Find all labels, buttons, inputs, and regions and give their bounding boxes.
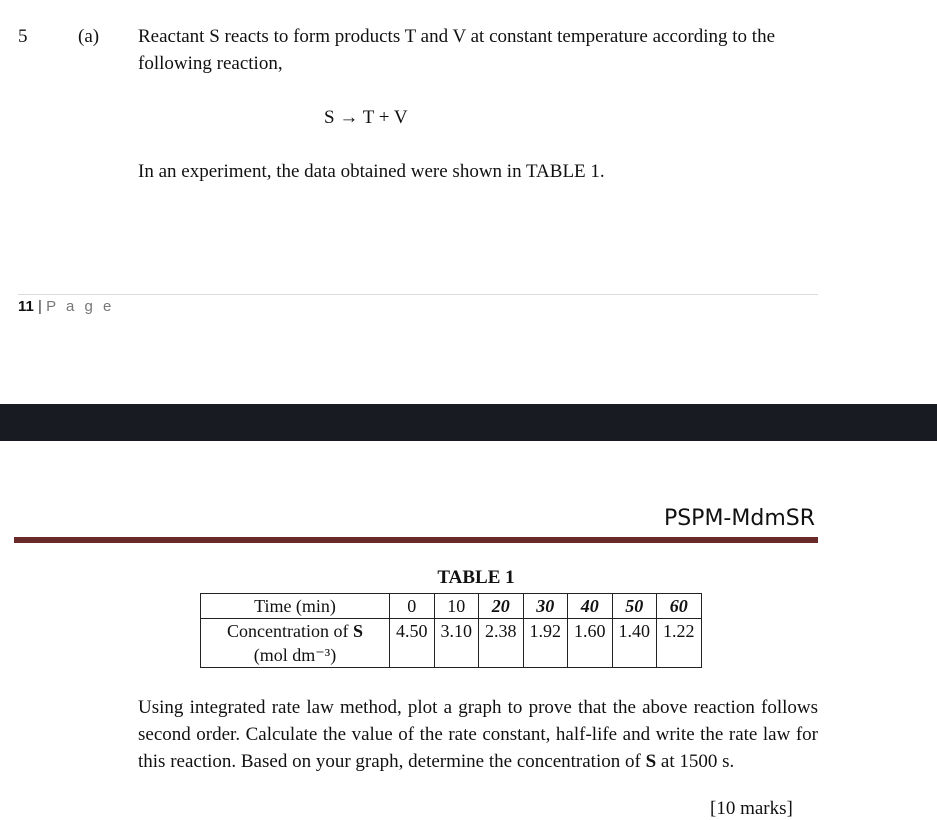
page-label: P a g e [46,298,115,315]
table-caption: TABLE 1 [437,567,515,588]
task-main: Using integrated rate law method, plot a graph to prove that the above reaction follows second order. Calculate the value of the rate constant, half-life and write the rate law for this reaction. Based on your graph, determine the concentration of [138,697,818,772]
footer-sep: | [33,298,47,315]
conc-cell: 3.10 [434,619,479,668]
marks: [10 marks] [710,798,793,819]
time-cell: 50 [612,594,657,619]
time-cell: 40 [568,594,613,619]
conc-unit: (mol dm⁻³) [253,645,337,665]
conc-header [201,619,390,668]
task-text [138,694,818,775]
question-part: (a) [78,26,100,47]
page-header-title: PSPM-MdmSR [663,506,815,531]
time-cell: 30 [523,594,568,619]
time-cell: 10 [434,594,479,619]
data-table [200,593,702,668]
page-number: 11 [18,298,34,315]
question-intro: Reactant S reacts to form products T and V at constant temperature according to the following reaction, [138,26,776,74]
time-cell: 0 [390,594,435,619]
time-cell: 60 [657,594,702,619]
page-footer [18,298,114,315]
time-cell: 20 [479,594,524,619]
conc-cell: 4.50 [390,619,435,668]
reaction-equation: S → T + V [324,107,408,128]
time-header: Time (min) [201,594,390,619]
conc-cell: 2.38 [479,619,524,668]
conc-cell: 1.40 [612,619,657,668]
footer-divider [18,294,818,295]
table-row [201,619,702,668]
conc-cell: 1.60 [568,619,613,668]
table-row [201,594,702,619]
conc-label: Concentration of [227,621,353,641]
data-sentence: In an experiment, the data obtained were shown in TABLE 1. [138,161,605,182]
question-number: 5 [18,26,28,47]
page-gap [0,404,937,441]
header-rule [14,537,818,543]
conc-cell: 1.22 [657,619,702,668]
conc-cell: 1.92 [523,619,568,668]
task-end: at 1500 s. [656,751,735,772]
task-species: S [645,751,657,772]
conc-species: S [352,621,363,641]
